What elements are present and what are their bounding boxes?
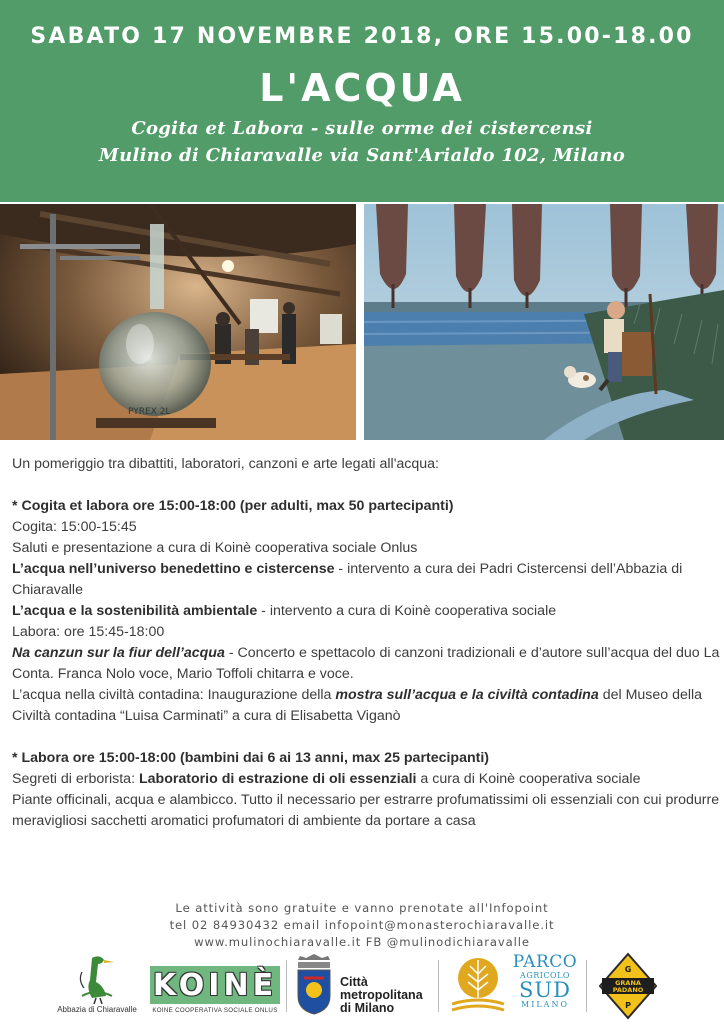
parco-line-3: SUD <box>519 978 571 1002</box>
flask-label: PYREX 2L <box>128 407 171 417</box>
photo-lab-flask <box>0 204 356 440</box>
parco-line-1: PARCO <box>512 952 578 972</box>
logo-parco-agricolo-sud <box>448 952 578 1020</box>
logo-grana-padano <box>598 952 658 1020</box>
intro-text: Un pomeriggio tra dibattiti, laboratori, canzoni e arte legati all'acqua: <box>12 456 439 472</box>
heron-icon <box>52 952 142 1004</box>
painting-canal-scene <box>364 204 724 440</box>
event-title: L'ACQUA <box>259 66 465 110</box>
adults-line-mostra: L’acqua nella civiltà contadina: Inaugurazione della mostra sull’acqua e la civiltà contadina del Museo della Civiltà contadina “Luisa Carminati” a cura di Elisabetta Viganò <box>12 687 703 724</box>
grana-top-letter: G <box>624 965 632 974</box>
adults-line-concerto: Na canzun sur la fiur dell’acqua - Concerto e spettacolo di canzoni tradizionali e d’autore sull’acqua del duo La Conta. Franca Nolo voce, Mario Toffoli chitarra e voce. <box>12 645 720 682</box>
adults-line-sostenibilita: L’acqua e la sostenibilità ambientale - intervento a cura di Koinè cooperativa sociale <box>12 603 557 619</box>
logo-koine <box>148 952 282 1020</box>
event-location: Mulino di Chiaravalle via Sant'Arialdo 102, Milano <box>98 145 626 166</box>
citta-line-2: metropolitana <box>340 988 423 1002</box>
parco-line-2: AGRICOLO <box>520 971 570 980</box>
program-content <box>12 454 720 832</box>
wheat-sun-icon <box>448 952 508 1020</box>
adults-line-universo: L’acqua nell’universo benedettino e cistercense - intervento a cura dei Padri Cistercensi dell’Abbazia di Chiaravalle <box>12 561 683 598</box>
logo-citta-metropolitana <box>292 952 432 1020</box>
footer-web: www.mulinochiaravalle.it FB @mulinodichiaravalle <box>194 935 530 949</box>
adults-line-labora: Labora: ore 15:45-18:00 <box>12 624 165 640</box>
city-crest-icon <box>292 952 336 1020</box>
footer-info <box>0 900 724 951</box>
citta-line-3: di Milano <box>340 1001 395 1015</box>
event-date: SABATO 17 NOVEMBRE 2018, ORE 15.00-18.00 <box>30 24 694 49</box>
grana-bottom-letter: P <box>625 1001 631 1010</box>
adults-heading: * Cogita et labora ore 15:00-18:00 (per adulti, max 50 partecipanti) <box>12 498 454 514</box>
adults-line-cogita: Cogita: 15:00-15:45 <box>12 519 137 535</box>
grana-diamond-icon <box>598 952 658 1020</box>
kids-line-piante: Piante officinali, acqua e alambicco. Tutto il necessario per estrarre profumatissimi oli essenziali con cui produrre meravigliosi sacchetti aromatici profumatori di ambiente da portare a casa <box>12 792 720 829</box>
footer-contacts: tel 02 84930432 email infopoint@monasterochiaravalle.it <box>169 918 555 932</box>
footer-booking-note: Le attività sono gratuite e vanno prenotate all'Infopoint <box>175 901 549 915</box>
koine-caption: KOINE COOPERATIVA SOCIALE ONLUS <box>152 1007 278 1014</box>
event-subtitle: Cogita et Labora - sulle orme dei cistercensi <box>131 118 593 139</box>
header-banner <box>0 0 724 202</box>
kids-line-erborista: Segreti di erborista: Laboratorio di estrazione di oli essenziali a cura di Koinè cooperativa sociale <box>12 771 641 787</box>
grana-word-1: GRANA <box>615 979 641 987</box>
parco-line-4: MILANO <box>521 1000 569 1009</box>
abbazia-caption: Abbazia di Chiaravalle <box>57 1005 137 1014</box>
citta-line-1: Città <box>340 975 368 989</box>
koine-wordmark: KOINÈ <box>152 967 278 1003</box>
grana-word-2: PADANO <box>612 986 644 994</box>
sponsor-logos <box>0 952 724 1020</box>
logo-abbazia <box>52 952 142 1020</box>
adults-line-saluti: Saluti e presentazione a cura di Koinè cooperativa sociale Onlus <box>12 540 418 556</box>
kids-heading: * Labora ore 15:00-18:00 (bambini dai 6 ai 13 anni, max 25 partecipanti) <box>12 750 490 766</box>
